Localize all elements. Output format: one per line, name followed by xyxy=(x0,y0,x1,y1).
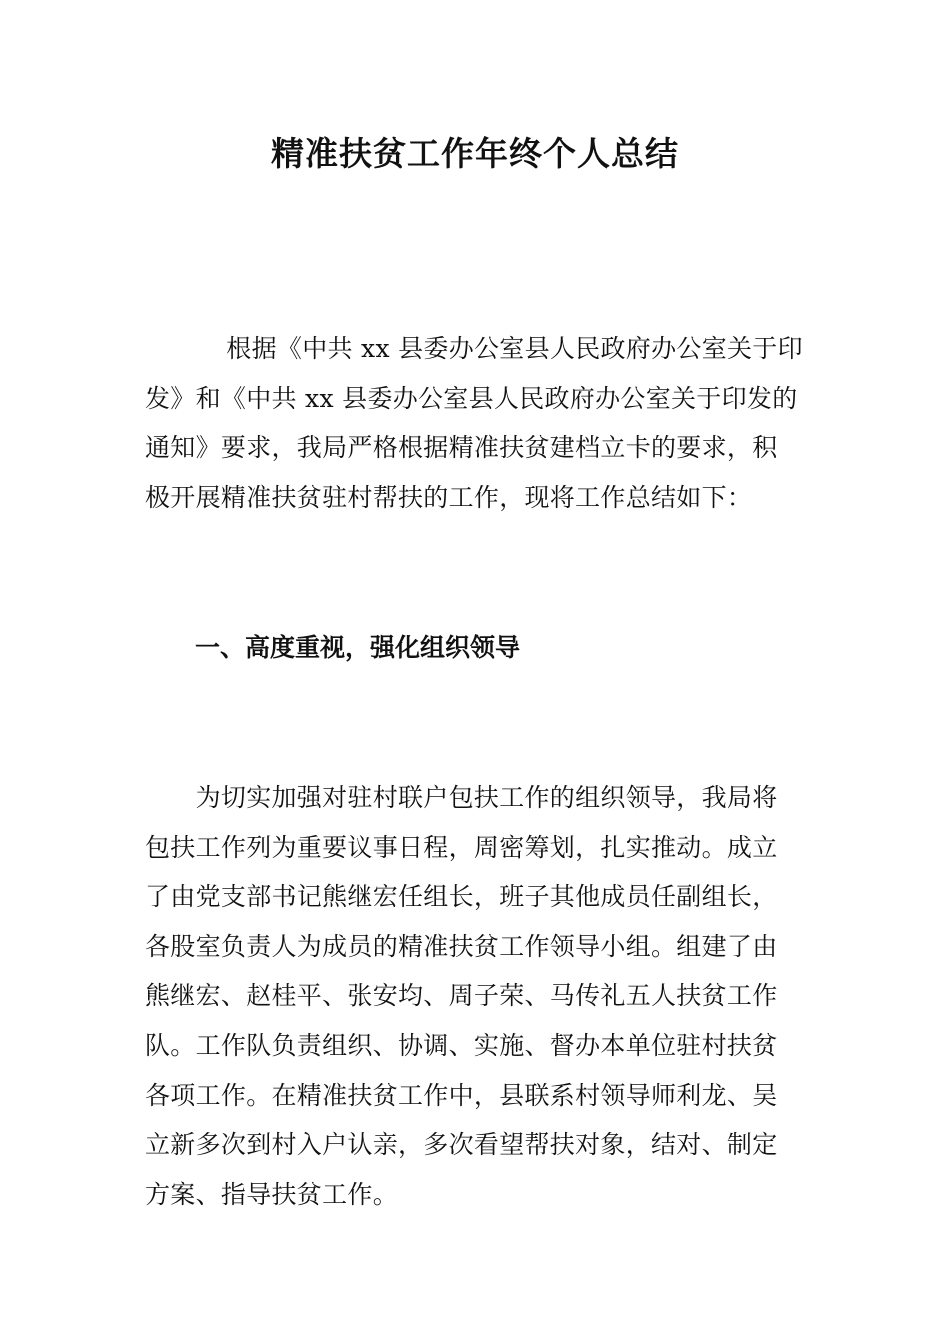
section-paragraph xyxy=(145,773,807,1219)
paragraph-line: 熊继宏、赵桂平、张安均、周子荣、马传礼五人扶贫工作 xyxy=(145,981,778,1011)
intro-paragraph xyxy=(145,324,807,522)
paragraph-line: 各项工作。在精准扶贫工作中，县联系村领导师利龙、吴 xyxy=(145,1080,778,1110)
section-heading: 一、高度重视，强化组织领导 xyxy=(195,633,521,662)
paragraph-line: 立新多次到村入户认亲，多次看望帮扶对象，结对、制定 xyxy=(145,1130,778,1160)
document-title: 精准扶贫工作年终个人总结 xyxy=(271,134,679,173)
paragraph-line: 为切实加强对驻村联户包扶工作的组织领导，我局将 xyxy=(145,783,778,812)
paragraph-line: 包扶工作列为重要议事日程，周密筹划，扎实推动。成立 xyxy=(145,832,778,862)
paragraph-line: 通知》要求，我局严格根据精准扶贫建档立卡的要求，积 xyxy=(145,433,778,463)
paragraph-line: 根据《中共 xx 县委办公室县人民政府办公室关于印 xyxy=(201,334,803,363)
paragraph-line: 各股室负责人为成员的精准扶贫工作领导小组。组建了由 xyxy=(145,931,778,961)
paragraph-line: 极开展精准扶贫驻村帮扶的工作，现将工作总结如下： xyxy=(145,482,753,512)
paragraph-line: 方案、指导扶贫工作。 xyxy=(145,1179,399,1209)
paragraph-line: 发》和《中共 xx 县委办公室县人民政府办公室关于印发的 xyxy=(145,383,798,413)
paragraph-line: 队。工作队负责组织、协调、实施、督办本单位驻村扶贫 xyxy=(145,1030,778,1060)
paragraph-line: 了由党支部书记熊继宏任组长，班子其他成员任副组长， xyxy=(145,882,778,912)
